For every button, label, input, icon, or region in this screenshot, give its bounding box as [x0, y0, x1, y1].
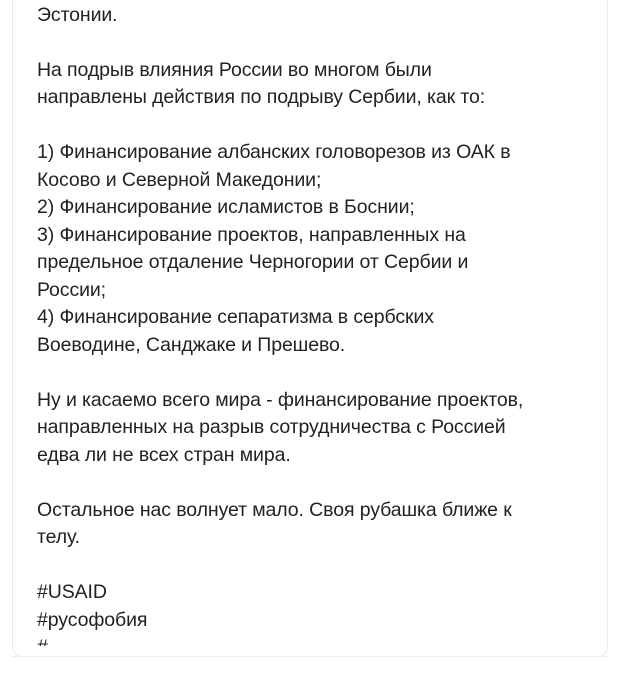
paragraph-gap [37, 552, 597, 580]
text-line: направлены действия по подрыву Сербии, как то: [37, 86, 486, 108]
message-card [12, 0, 608, 657]
message-text [37, 0, 597, 657]
paragraph-gap [37, 112, 597, 140]
list-line: Косово и Северной Македонии; [37, 168, 322, 191]
bottom-divider [12, 656, 608, 657]
list-line: 2) Финансирование исламистов в Боснии; [37, 196, 415, 218]
list-line: 1) Финансирование албанских головорезов из ОАК в [37, 141, 511, 163]
hashtag: #русофобия [37, 608, 148, 631]
list-line: предельное отдаление Черногории от Сербии и [37, 251, 469, 273]
text-line: На подрыв влияния России во многом были [37, 58, 432, 81]
list-line: Воеводине, Санджаке и Прешево. [37, 333, 346, 356]
text-line: Эстонии. [37, 3, 118, 26]
list-line: России; [37, 278, 106, 301]
text-line: Ну и касаемо всего мира - финансирование проектов, [37, 388, 524, 411]
paragraph-gap [37, 359, 597, 387]
text-line: направленных на разрыв сотрудничества с Россией [37, 416, 506, 438]
card-bottom-mask [13, 646, 608, 656]
text-line: едва ли не всех стран мира. [37, 443, 291, 466]
paragraph-gap [37, 469, 597, 497]
hashtag: #USAID [37, 581, 107, 603]
text-line: Остальное нас волнует мало. Своя рубашка ближе к [37, 498, 512, 521]
list-line: 4) Финансирование сепаратизма в сербских [37, 306, 434, 328]
list-line: 3) Финансирование проектов, направленных на [37, 223, 466, 246]
paragraph-gap [37, 29, 597, 57]
text-line: телу. [37, 526, 81, 548]
